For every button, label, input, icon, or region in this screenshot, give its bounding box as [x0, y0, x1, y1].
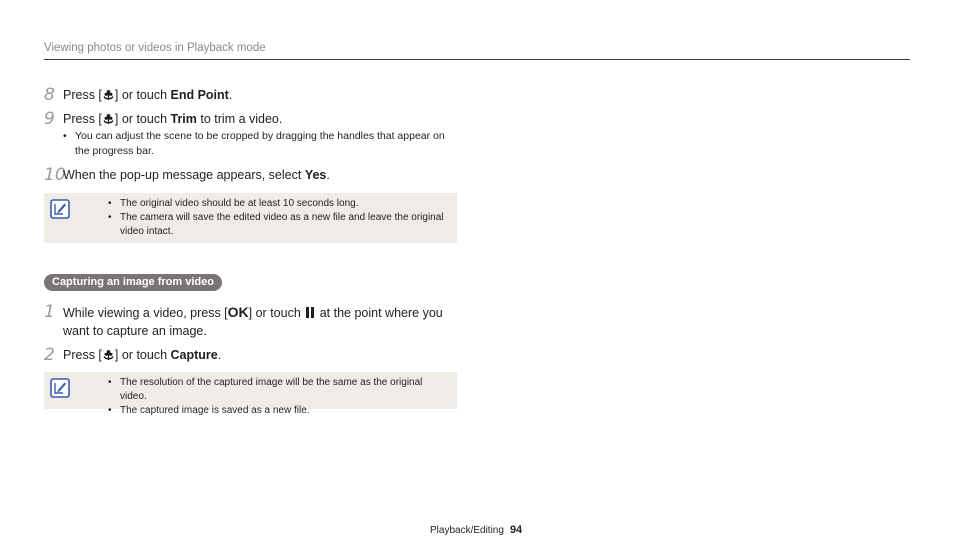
step-text: Press [: [63, 88, 102, 102]
step-9: [44, 110, 456, 128]
step-text: .: [228, 88, 233, 102]
yes-label: Yes: [304, 168, 327, 182]
header-divider: [44, 59, 910, 60]
note-box: [44, 372, 457, 416]
page-header-title: Viewing photos or videos in Playback mode: [44, 42, 266, 54]
step-8: [44, 86, 456, 104]
end-point-label: End Point: [170, 88, 229, 102]
step-text: to trim a video.: [196, 112, 283, 126]
step-number: 8: [44, 85, 55, 105]
ok-button-glyph: OK: [227, 304, 249, 320]
step-text: While viewing a video, press [: [63, 306, 228, 320]
macro-flower-icon: [102, 112, 115, 125]
step-text: ] or touch: [248, 306, 305, 320]
note-item: • The camera will save the edited video as a new file and leave the original video intact.: [108, 211, 449, 239]
section-label: Capturing an image from video: [44, 274, 222, 291]
step-number: 9: [44, 109, 55, 129]
note-item: • The resolution of the captured image will be the same as the original video.: [108, 376, 449, 404]
footer-section: Playback/Editing: [430, 525, 504, 536]
capture-label: Capture: [170, 348, 218, 362]
step-number: 10: [44, 165, 66, 185]
trim-label: Trim: [170, 112, 197, 126]
page-number: 94: [509, 524, 523, 536]
step-number: 1: [44, 302, 55, 322]
step-1: [44, 303, 456, 340]
step-text: ] or touch: [114, 112, 171, 126]
note-item: • The original video should be at least 10 seconds long.: [108, 197, 449, 211]
step-text: at the point where you want to capture an image.: [63, 306, 443, 338]
step-text: ] or touch: [114, 88, 171, 102]
step-text: .: [326, 168, 330, 182]
step-2: [44, 346, 456, 364]
note-box: [44, 193, 457, 243]
step-number: 2: [44, 345, 55, 365]
macro-flower-icon: [102, 88, 115, 101]
subnote-text: You can adjust the scene to be cropped by dragging the handles that appear on the progress bar.: [75, 130, 445, 157]
pause-icon: [304, 306, 316, 319]
step-text: ] or touch: [114, 348, 171, 362]
step-9-subnote: • You can adjust the scene to be cropped by dragging the handles that appear on the progress bar.: [63, 129, 457, 159]
note-pencil-icon: [50, 199, 70, 219]
step-text: .: [217, 348, 222, 362]
step-text: Press [: [63, 348, 102, 362]
step-text: When the pop-up message appears, select: [63, 168, 305, 182]
step-text: Press [: [63, 112, 102, 126]
page-footer: [430, 524, 522, 536]
step-10: [44, 166, 456, 184]
note-pencil-icon: [50, 378, 70, 398]
macro-flower-icon: [102, 348, 115, 361]
note-item: • The captured image is saved as a new file.: [108, 404, 449, 418]
